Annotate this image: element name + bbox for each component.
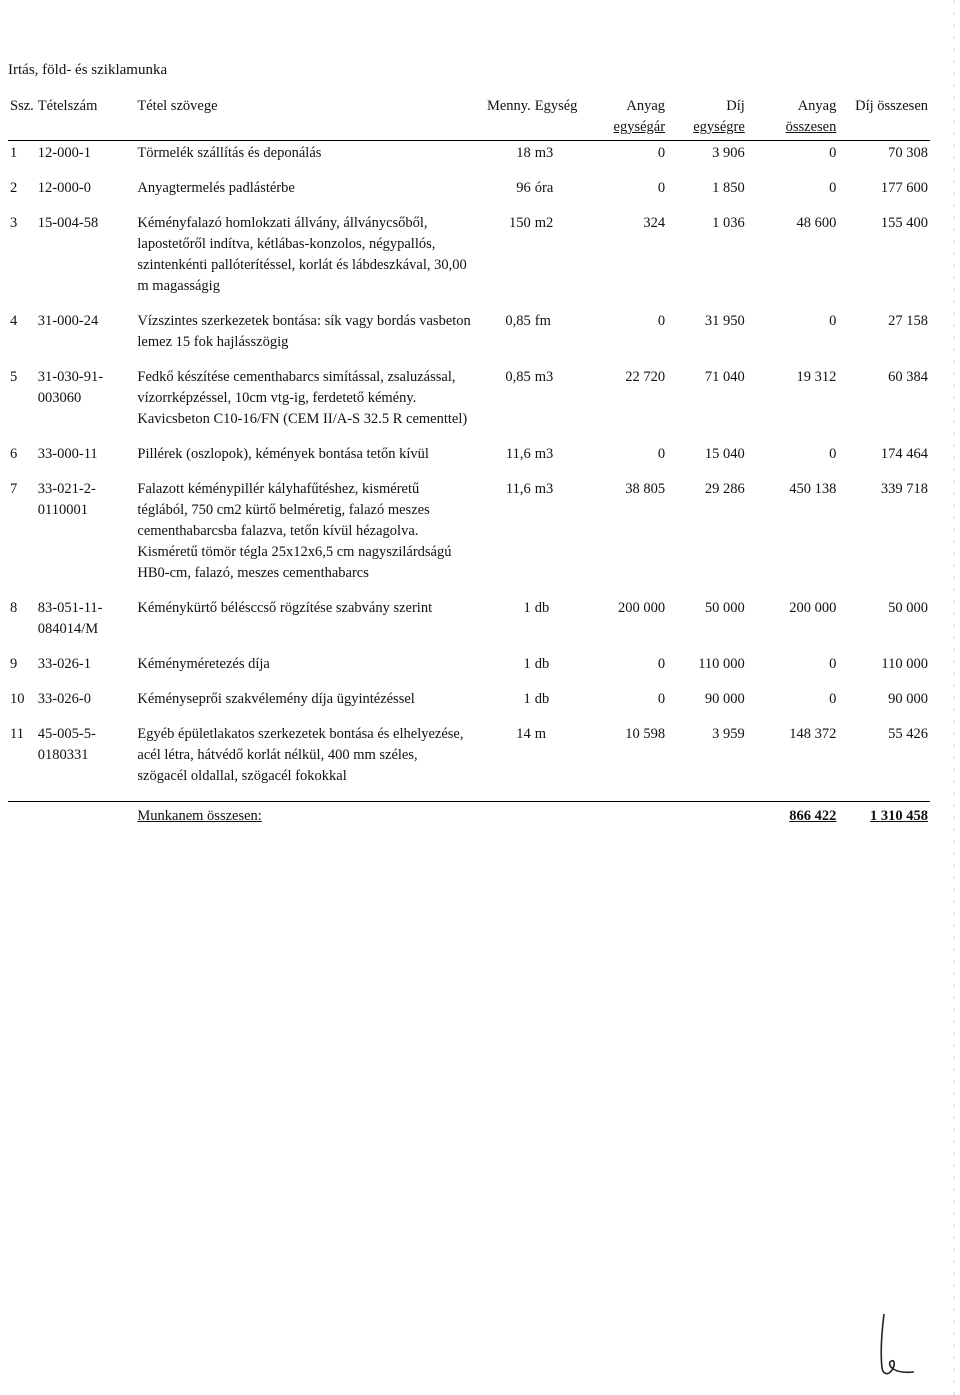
table-row <box>8 444 930 479</box>
cell-menny: 18 <box>516 145 531 161</box>
cell-anyag-egysegar: 0 <box>657 180 666 196</box>
cell-anyag-osszesen: 0 <box>829 145 837 161</box>
summary-empty-ssz <box>8 802 36 827</box>
cell-dij-egysegre: 110 000 <box>698 656 745 672</box>
cell-dij-egysegre: 1 036 <box>712 215 745 231</box>
cell-anyag-osszesen: 450 138 <box>789 481 837 497</box>
cell-egyseg: fm <box>534 313 551 329</box>
cell-anyag-osszesen: 148 372 <box>789 726 837 742</box>
cell-menny: 11,6 <box>505 446 531 462</box>
cell-szoveg: Fedkő készítése cementhabarcs simítással, zsaluzással, vízorrképzéssel, 10cm vtg-ig, ferdetető kémény. Kavicsbeton C10-16/FN (CEM II/A-S 32.5 R cementtel) <box>137 369 468 427</box>
cell-anyag-osszesen: 0 <box>829 656 837 672</box>
cell-menny: 0,85 <box>505 313 531 329</box>
summary-empty-de <box>667 802 747 827</box>
cell-ssz: 7 <box>10 481 18 497</box>
cell-egyseg: m3 <box>534 481 554 497</box>
header-dij-egysegre-line1: Díj <box>726 98 745 114</box>
cell-dij-osszesen: 27 158 <box>888 313 928 329</box>
cell-egyseg: óra <box>534 180 554 196</box>
cell-ssz: 4 <box>10 313 18 329</box>
header-szoveg: Tétel szövege <box>137 98 218 114</box>
cell-dij-osszesen: 110 000 <box>881 656 928 672</box>
summary-empty-menny <box>473 802 533 827</box>
cell-szoveg: Kéményseprői szakvélemény díja ügyintézéssel <box>137 691 415 707</box>
cell-tetelszam: 45-005-5-0180331 <box>37 726 96 763</box>
cell-dij-osszesen: 177 600 <box>880 180 928 196</box>
summary-empty-tetelszam <box>36 802 136 827</box>
table-row <box>8 598 930 654</box>
summary-label: Munkanem összesen: <box>137 808 262 824</box>
cell-menny: 150 <box>508 215 531 231</box>
header-anyag-osszesen-line2: összesen <box>785 119 837 135</box>
cell-ssz: 2 <box>10 180 18 196</box>
summary-anyag-osszesen: 866 422 <box>789 808 837 824</box>
summary-dij-cell <box>838 802 930 827</box>
cell-dij-osszesen: 60 384 <box>888 369 928 385</box>
cell-dij-egysegre: 15 040 <box>704 446 745 462</box>
header-anyag-egysegar-line1: Anyag <box>626 98 666 114</box>
scan-edge-marks <box>948 0 958 1395</box>
table-body <box>8 141 930 802</box>
header-ssz: Ssz. <box>10 98 34 114</box>
cell-dij-egysegre: 90 000 <box>704 691 745 707</box>
cell-szoveg: Anyagtermelés padlástérbe <box>137 180 295 196</box>
cell-tetelszam: 15-004-58 <box>37 215 99 231</box>
cell-ssz: 6 <box>10 446 18 462</box>
cell-menny: 1 <box>523 600 531 616</box>
cell-dij-egysegre: 29 286 <box>704 481 745 497</box>
cell-anyag-egysegar: 0 <box>657 313 666 329</box>
cell-szoveg: Vízszintes szerkezetek bontása: sík vagy bordás vasbeton lemez 15 fok hajlásszögig <box>137 313 471 350</box>
cell-egyseg: db <box>534 656 550 672</box>
cell-menny: 11,6 <box>505 481 531 497</box>
table-header-row <box>8 96 930 141</box>
table-row <box>8 367 930 444</box>
cell-anyag-osszesen: 200 000 <box>789 600 837 616</box>
cell-tetelszam: 33-026-1 <box>37 656 91 672</box>
cell-egyseg: m3 <box>534 145 554 161</box>
cell-ssz: 1 <box>10 145 18 161</box>
summary-dij-osszesen: 1 310 458 <box>870 808 928 824</box>
cell-ssz: 5 <box>10 369 18 385</box>
cell-ssz: 3 <box>10 215 18 231</box>
cell-tetelszam: 83-051-11-084014/M <box>37 600 103 637</box>
summary-label-cell <box>135 802 472 827</box>
table-row <box>8 654 930 689</box>
cell-dij-egysegre: 1 850 <box>712 180 745 196</box>
header-anyag-osszesen-line1: Anyag <box>797 98 837 114</box>
table-row <box>8 479 930 598</box>
cell-szoveg: Kéményméretezés díja <box>137 656 270 672</box>
cell-dij-osszesen: 155 400 <box>880 215 928 231</box>
header-dij-osszesen: Díj összesen <box>855 98 928 114</box>
cell-anyag-egysegar: 0 <box>657 446 666 462</box>
cell-dij-osszesen: 70 308 <box>888 145 928 161</box>
cell-menny: 1 <box>523 691 531 707</box>
header-anyag-egysegar-line2: egységár <box>613 119 666 135</box>
cell-szoveg: Törmelék szállítás és deponálás <box>137 145 322 161</box>
cell-egyseg: m3 <box>534 369 554 385</box>
table-row <box>8 689 930 724</box>
cell-tetelszam: 31-000-24 <box>37 313 99 329</box>
cell-dij-osszesen: 174 464 <box>880 446 928 462</box>
cell-anyag-osszesen: 0 <box>829 180 837 196</box>
table-row <box>8 213 930 311</box>
cell-menny: 1 <box>523 656 531 672</box>
summary-empty-egyseg <box>533 802 580 827</box>
cell-tetelszam: 33-021-2-0110001 <box>37 481 96 518</box>
cell-menny: 14 <box>516 726 531 742</box>
cell-anyag-egysegar: 0 <box>657 145 666 161</box>
cell-egyseg: m <box>534 726 547 742</box>
page-title: Irtás, föld- és sziklamunka <box>8 62 168 78</box>
cell-tetelszam: 33-000-11 <box>37 446 98 462</box>
cell-egyseg: m3 <box>534 446 554 462</box>
cell-dij-egysegre: 71 040 <box>704 369 745 385</box>
cell-szoveg: Falazott kéménypillér kályhafűtéshez, kisméretű téglából, 750 cm2 kürtő belméretig, falazó meszes cementhabarcsba falazva, tetőn kívül hézagolva. Kisméretű tömör tégla 25x12x6,5 cm nagyszilárdságú HB0-cm, falazó, meszes cementhabarcs <box>137 481 452 581</box>
cell-dij-osszesen: 90 000 <box>888 691 928 707</box>
cell-szoveg: Kéménykürtő bélésccső rögzítése szabvány szerint <box>137 600 433 616</box>
cell-szoveg: Pillérek (oszlopok), kémények bontása tetőn kívül <box>137 446 429 462</box>
cell-dij-egysegre: 50 000 <box>704 600 745 616</box>
cell-tetelszam: 12-000-1 <box>37 145 91 161</box>
cell-dij-osszesen: 50 000 <box>888 600 928 616</box>
cell-ssz: 8 <box>10 600 18 616</box>
signature-mark <box>870 1310 918 1380</box>
header-menny: Menny. <box>486 98 531 114</box>
summary-anyag-cell <box>747 802 839 827</box>
cell-anyag-egysegar: 22 720 <box>625 369 666 385</box>
cell-anyag-osszesen: 0 <box>829 446 837 462</box>
cell-anyag-egysegar: 324 <box>643 215 666 231</box>
table-row <box>8 311 930 367</box>
cell-dij-egysegre: 3 959 <box>712 726 745 742</box>
cell-dij-osszesen: 339 718 <box>880 481 928 497</box>
cell-anyag-egysegar: 10 598 <box>625 726 666 742</box>
cell-egyseg: db <box>534 600 550 616</box>
summary-row <box>8 802 930 827</box>
cell-anyag-egysegar: 0 <box>657 656 666 672</box>
header-dij-egysegre <box>667 96 747 141</box>
cell-dij-egysegre: 31 950 <box>704 313 745 329</box>
cell-anyag-egysegar: 38 805 <box>625 481 666 497</box>
table-row <box>8 724 930 802</box>
cell-ssz: 11 <box>10 726 24 742</box>
cell-tetelszam: 33-026-0 <box>37 691 91 707</box>
cell-anyag-osszesen: 19 312 <box>796 369 837 385</box>
table-row <box>8 141 930 179</box>
cell-anyag-egysegar: 0 <box>657 691 666 707</box>
header-dij-egysegre-line2: egységre <box>693 119 745 135</box>
cell-anyag-osszesen: 48 600 <box>796 215 837 231</box>
cell-anyag-egysegar: 200 000 <box>617 600 666 616</box>
header-anyag-egysegar <box>579 96 667 141</box>
summary-empty-ae <box>579 802 667 827</box>
cost-table <box>8 96 930 827</box>
cell-egyseg: m2 <box>534 215 554 231</box>
cell-tetelszam: 31-030-91-003060 <box>37 369 104 406</box>
header-anyag-osszesen <box>747 96 839 141</box>
header-egyseg: Egység <box>534 98 578 114</box>
cell-anyag-osszesen: 0 <box>829 313 837 329</box>
table-row <box>8 178 930 213</box>
cell-ssz: 10 <box>10 691 25 707</box>
cell-dij-osszesen: 55 426 <box>888 726 928 742</box>
cell-anyag-osszesen: 0 <box>829 691 837 707</box>
cell-dij-egysegre: 3 906 <box>712 145 745 161</box>
cell-ssz: 9 <box>10 656 18 672</box>
cell-tetelszam: 12-000-0 <box>37 180 91 196</box>
cell-szoveg: Kéményfalazó homlokzati állvány, állványcsőből, lapostetőről indítva, kétlábas-konzolos, négypallós, szintenkénti pallóterítéssel, korlát és lábdeszkával, 30,00 m magasságig <box>137 215 467 294</box>
cell-menny: 96 <box>516 180 531 196</box>
cell-egyseg: db <box>534 691 550 707</box>
header-tetelszam: Tételszám <box>37 98 98 114</box>
cell-szoveg: Egyéb épületlakatos szerkezetek bontása és elhelyezése, acél létra, hátvédő korlát nélkül, 400 mm széles, szögacél oldallal, szögacél fokokkal <box>137 726 464 784</box>
cell-menny: 0,85 <box>505 369 531 385</box>
